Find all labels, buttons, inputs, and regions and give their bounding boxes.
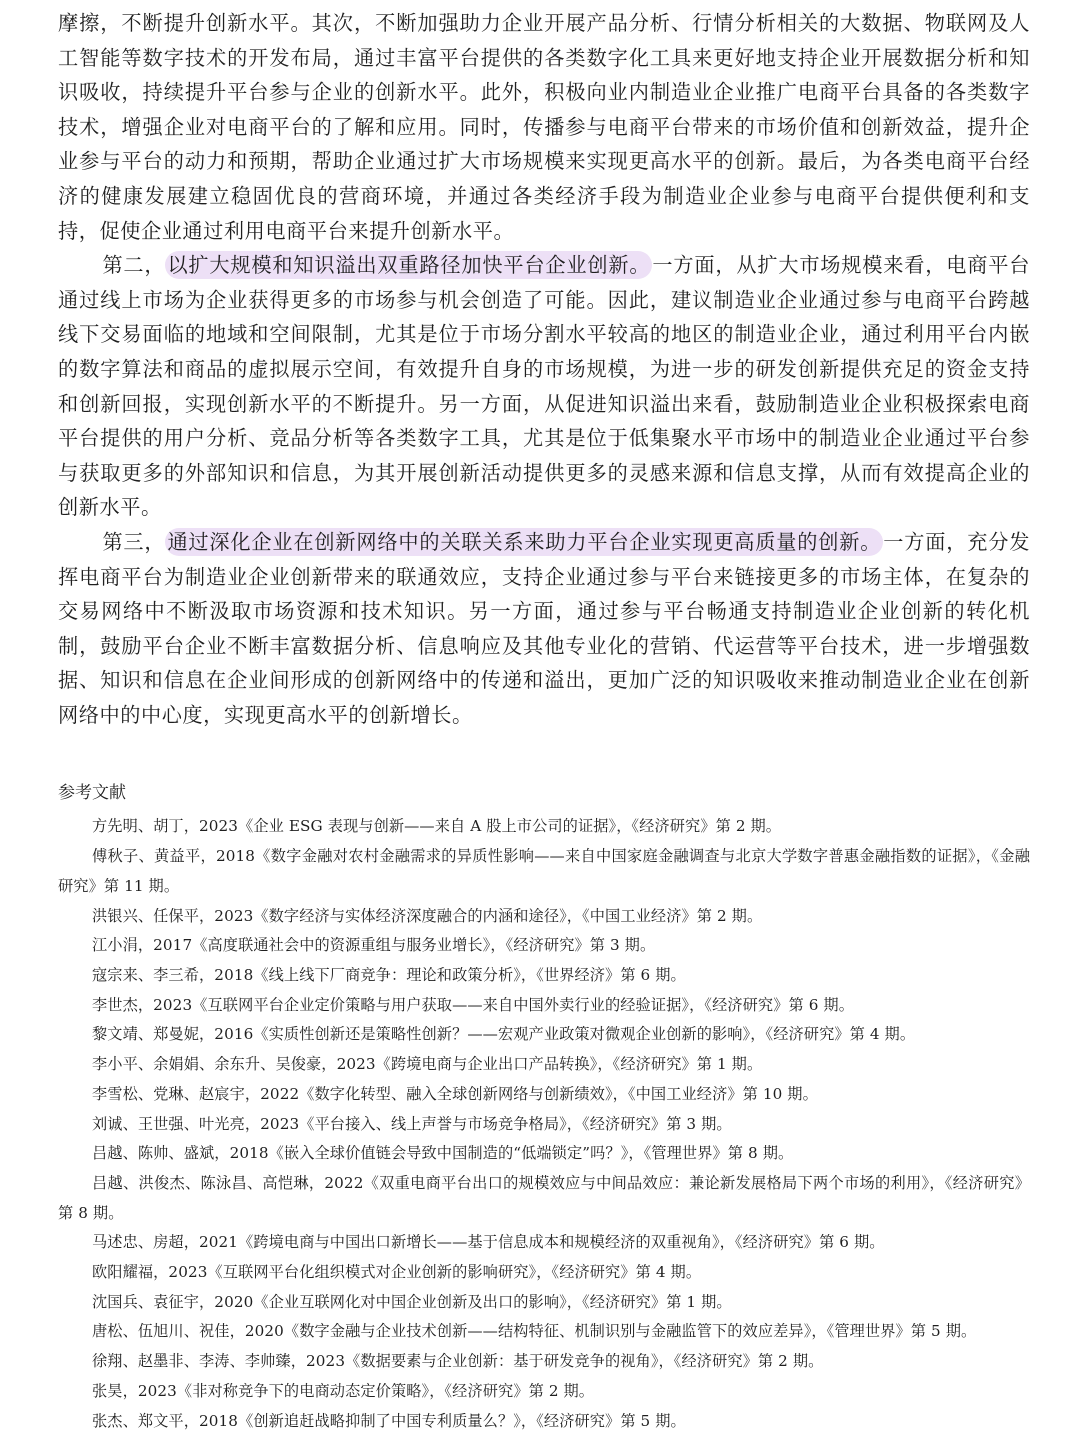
paragraph-text: 一方面，从扩大市场规模来看，电商平台通过线上市场为企业获得更多的市场参与机会创造了可能。因此，建议制造业企业通过参与电商平台跨越线下交易面临的地域和空间限制，尤其是位于市场分割水平较高的地区的制造业企业，通过利用平台内嵌的数字算法和商品的虚拟展示空间，有效提升自身的市场规模，为进一步的研发创新提供充足的资金支持和创新回报，实现创新水平的不断提升。另一方面，从促进知识溢出来看，鼓励制造业企业积极探索电商平台提供的用户分析、竞品分析等各类数字工具，尤其是位于低集聚水平市场中的制造业企业通过平台参与获取更多的外部知识和信息，为其开展创新活动提供更多的灵感来源和信息支撑，从而有效提高企业的创新水平。 bbox=[58, 253, 1031, 520]
reference-item: 徐翔、赵墨非、李涛、李帅臻，2023《数据要素与企业创新：基于研发竞争的视角》，《经济研究》第 2 期。 bbox=[92, 1352, 824, 1371]
paragraph-text: 一方面，充分发挥电商平台为制造业企业创新带来的联通效应，支持企业通过参与平台来链接更多的市场主体，在复杂的交易网络中不断汲取市场资源和技术知识。另一方面，通过参与平台畅通支持制造业企业创新的转化机制，鼓励平台企业不断丰富数据分析、信息响应及其他专业化的营销、代运营等平台技术，进一步增强数据、知识和信息在企业间形成的创新网络中的传递和溢出，更加广泛的知识吸收来推动制造业企业在创新网络中的中心度，实现更高水平的创新增长。 bbox=[58, 529, 1030, 727]
reference-item: 洪银兴、任保平，2023《数字经济与实体经济深度融合的内涵和途径》，《中国工业经济》第 2 期。 bbox=[92, 906, 763, 925]
reference-item: 张杰、郑文平，2018《创新追赶战略抑制了中国专利质量么？》，《经济研究》第 5 期。 bbox=[92, 1411, 686, 1430]
reference-item: 方先明、胡丁，2023《企业 ESG 表现与创新——来自 A 股上市公司的证据》，《经济研究》第 2 期。 bbox=[92, 817, 782, 836]
reference-item: 张昊，2023《非对称竞争下的电商动态定价策略》，《经济研究》第 2 期。 bbox=[92, 1381, 595, 1400]
highlighted-text: 以扩大规模和知识溢出双重路径加快平台企业创新。 bbox=[167, 253, 651, 278]
paragraph-text: 摩擦，不断提升创新水平。其次，不断加强助力企业开展产品分析、行情分析相关的大数据、物联网及人工智能等数字技术的开发布局，通过丰富平台提供的各类数字化工具来更好地支持企业开展数据分析和知识吸收，持续提升平台参与企业的创新水平。此外，积极向业内制造业企业推广电商平台具备的各类数字技术，增强企业对电商平台的了解和应用。同时，传播参与电商平台带来的市场价值和创新效益，提升企业参与平台的动力和预期，帮助企业通过扩大市场规模来实现更高水平的创新。最后，为各类电商平台经济的健康发展建立稳固优良的营商环境，并通过各类经济手段为制造业企业参与电商平台提供便利和支持，促使企业通过利用电商平台来提升创新水平。 bbox=[58, 11, 1030, 243]
reference-item: 沈国兵、袁征宇，2020《企业互联网化对中国企业创新及出口的影响》，《经济研究》第 1 期。 bbox=[92, 1292, 732, 1311]
reference-item: 唐松、伍旭川、祝佳，2020《数字金融与企业技术创新——结构特征、机制识别与金融监管下的效应差异》，《管理世界》第 5 期。 bbox=[92, 1322, 977, 1341]
reference-item: 马述忠、房超，2021《跨境电商与中国出口新增长——基于信息成本和规模经济的双重视角》，《经济研究》第 6 期。 bbox=[92, 1233, 885, 1252]
reference-item: 李雪松、党琳、赵宸宇，2022《数字化转型、融入全球创新网络与创新绩效》，《中国工业经济》第 10 期。 bbox=[92, 1084, 818, 1103]
reference-item: 欧阳耀福，2023《互联网平台化组织模式对企业创新的影响研究》，《经济研究》第 4 期。 bbox=[92, 1263, 702, 1282]
reference-item: 黎文靖、郑曼妮，2016《实质性创新还是策略性创新？——宏观产业政策对微观企业创新的影响》，《经济研究》第 4 期。 bbox=[92, 1025, 916, 1044]
references-title: 参考文献 bbox=[58, 783, 126, 804]
references-list bbox=[58, 812, 1030, 1436]
paragraph-lead: 第三， bbox=[102, 529, 166, 554]
reference-item: 寇宗来、李三希，2018《线上线下厂商竞争：理论和政策分析》，《世界经济》第 6 期。 bbox=[92, 965, 686, 984]
reference-item: 刘诚、王世强、叶光亮，2023《平台接入、线上声誉与市场竞争格局》，《经济研究》第 3 期。 bbox=[92, 1114, 732, 1133]
paragraph-p0 bbox=[58, 6, 1030, 248]
body-text bbox=[58, 6, 1030, 732]
reference-item: 李小平、余娟娟、余东升、吴俊豪，2023《跨境电商与企业出口产品转换》，《经济研究》第 1 期。 bbox=[92, 1055, 763, 1074]
reference-item: 傅秋子、黄益平，2018《数字金融对农村金融需求的异质性影响——来自中国家庭金融调查与北京大学数字普惠金融指数的证据》，《金融研究》第 11 期。 bbox=[58, 847, 1030, 895]
highlighted-text: 通过深化企业在创新网络中的关联关系来助力平台企业实现更高质量的创新。 bbox=[167, 529, 882, 554]
reference-item: 江小涓，2017《高度联通社会中的资源重组与服务业增长》，《经济研究》第 3 期。 bbox=[92, 936, 656, 955]
paragraph-p2 bbox=[58, 525, 1030, 733]
paragraph-lead: 第二， bbox=[102, 253, 166, 278]
reference-item: 吕越、洪俊杰、陈泳昌、高恺琳，2022《双重电商平台出口的规模效应与中间品效应：兼论新发展格局下两个市场的利用》，《经济研究》第 8 期。 bbox=[58, 1173, 1030, 1222]
paragraph-p1 bbox=[58, 248, 1030, 525]
reference-item: 李世杰，2023《互联网平台企业定价策略与用户获取——来自中国外卖行业的经验证据》，《经济研究》第 6 期。 bbox=[92, 995, 854, 1014]
reference-item: 吕越、陈帅、盛斌，2018《嵌入全球价值链会导致中国制造的“低端锁定”吗？》，《管理世界》第 8 期。 bbox=[92, 1144, 794, 1163]
